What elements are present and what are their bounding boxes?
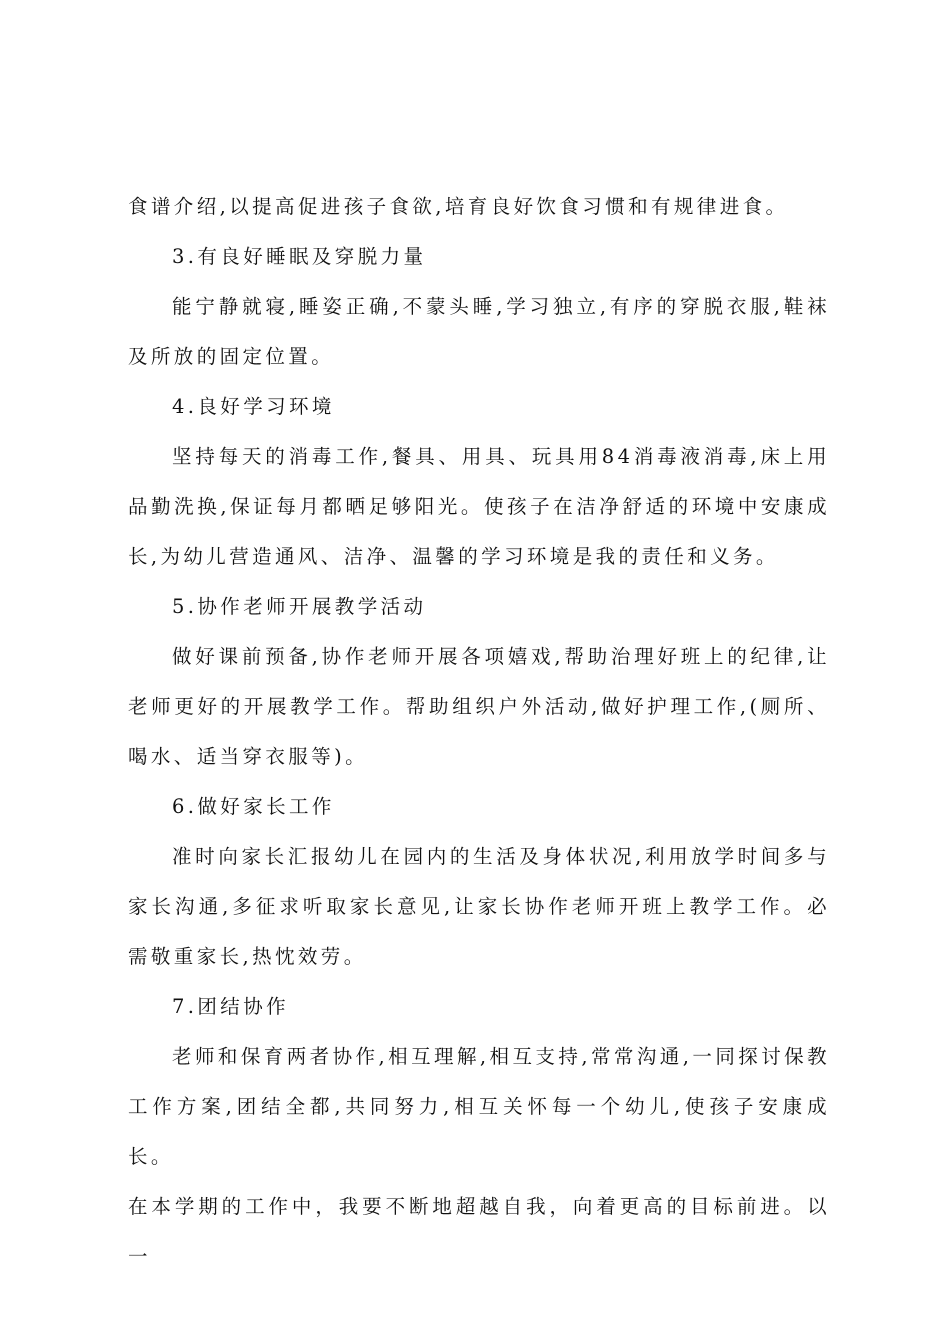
paragraph-closing: 在本学期的工作中，我要不断地超越自我，向着更高的目标前进。以一: [128, 1195, 830, 1268]
section-heading-teamwork: 7.团结协作: [172, 995, 290, 1018]
paragraph-sleep: 能宁静就寝,睡姿正确,不蒙头睡,学习独立,有序的穿脱衣服,鞋袜及所放的固定位置。: [128, 295, 830, 368]
paragraph-teaching: 做好课前预备,协作老师开展各项嬉戏,帮助治理好班上的纪律,让老师更好的开展教学工作。帮助组织户外活动,做好护理工作,(厕所、喝水、适当穿衣服等)。: [128, 645, 830, 768]
section-heading-sleep: 3.有良好睡眠及穿脱力量: [172, 245, 427, 268]
section-heading-environment: 4.良好学习环境: [172, 395, 335, 418]
document-body: [128, 182, 830, 1282]
paragraph-intro-continuation: 食谱介绍,以提高促进孩子食欲,培育良好饮食习惯和有规律进食。: [128, 195, 789, 218]
section-heading-parents: 6.做好家长工作: [172, 795, 335, 818]
paragraph-parents: 准时向家长汇报幼儿在园内的生活及身体状况,利用放学时间多与家长沟通,多征求听取家长意见,让家长协作老师开班上教学工作。必需敬重家长,热忱效劳。: [128, 845, 830, 968]
paragraph-environment: 坚持每天的消毒工作,餐具、用具、玩具用84消毒液消毒,床上用品勤洗换,保证每月都晒足够阳光。使孩子在洁净舒适的环境中安康成长,为幼儿营造通风、洁净、温馨的学习环境是我的责任和义务。: [128, 445, 830, 568]
section-heading-teaching: 5.协作老师开展教学活动: [172, 595, 427, 618]
paragraph-teamwork: 老师和保育两者协作,相互理解,相互支持,常常沟通,一同探讨保教工作方案,团结全都,共同努力,相互关怀每一个幼儿,使孩子安康成长。: [128, 1045, 830, 1168]
